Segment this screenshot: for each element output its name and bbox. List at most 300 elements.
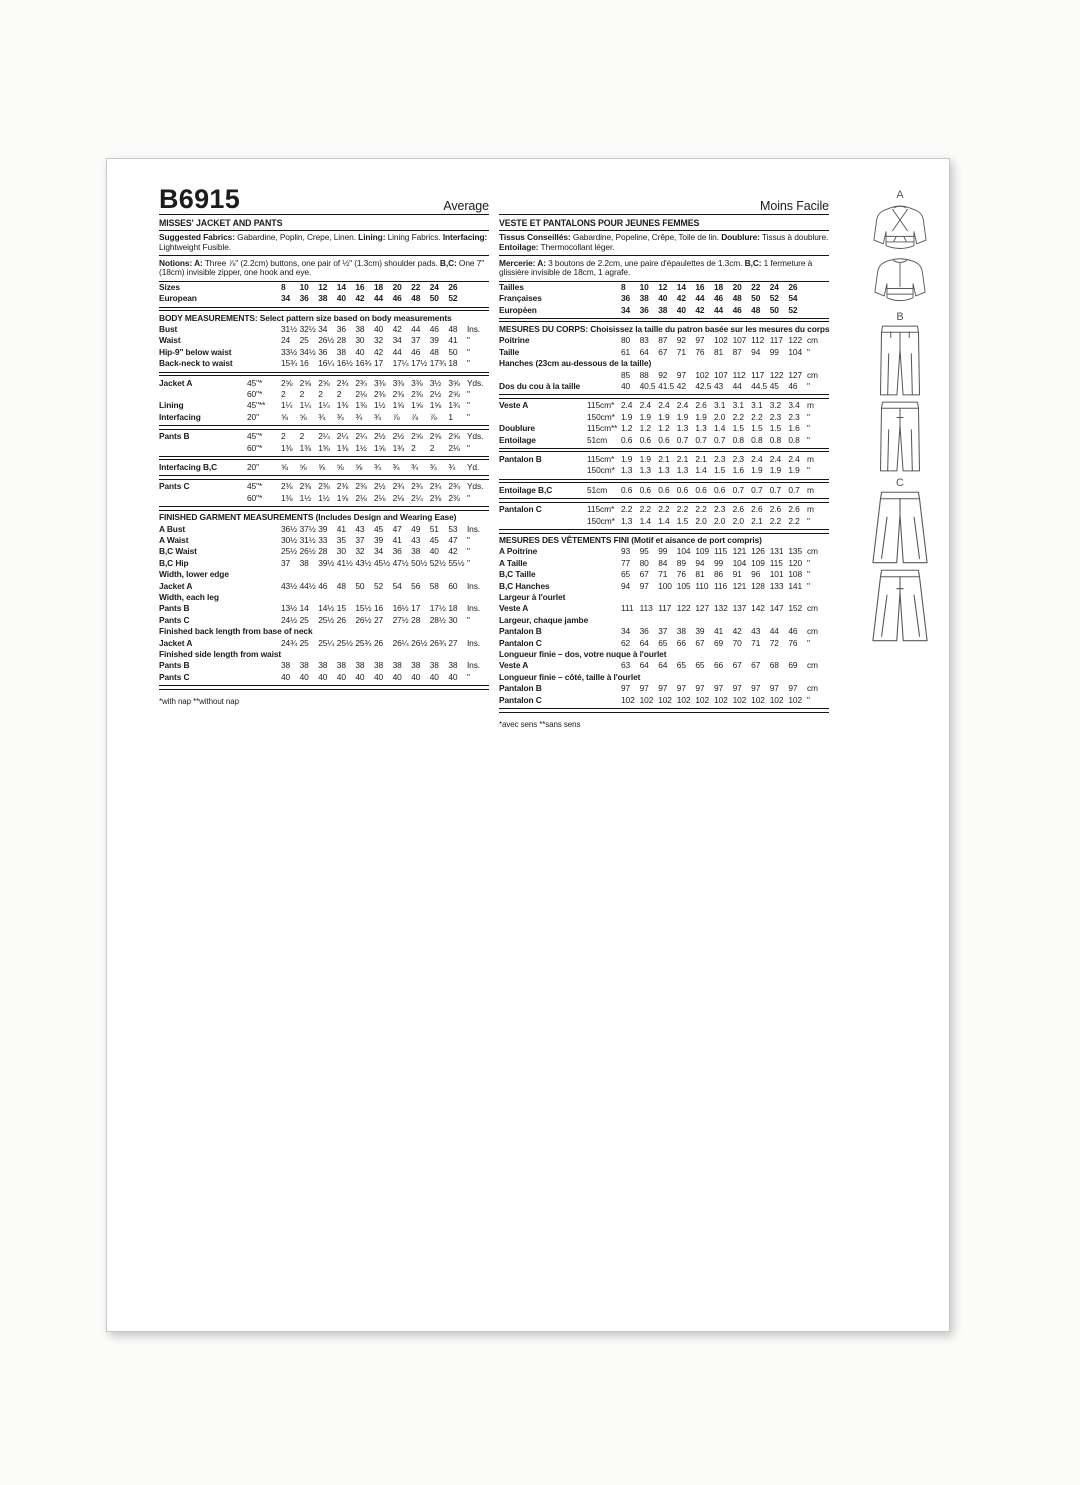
fabric-width-cell: 150cm* bbox=[587, 465, 615, 476]
cell-value: 24 bbox=[769, 281, 779, 292]
cell-value: 1.5 bbox=[713, 465, 726, 476]
cell-value: 97 bbox=[676, 683, 686, 694]
cell-value: 25½ bbox=[336, 637, 353, 648]
cell-value: 38 bbox=[299, 557, 309, 568]
cell-value: 18 bbox=[448, 603, 458, 614]
cell-value: 46 bbox=[788, 626, 798, 637]
cell-value: 15 bbox=[336, 603, 346, 614]
cell-value: 2¾ bbox=[448, 481, 460, 492]
unit-cell: " bbox=[806, 434, 810, 445]
cell-value: 2¾ bbox=[429, 481, 442, 492]
cell-value: 120 bbox=[788, 557, 803, 568]
cell-value: 44½ bbox=[299, 580, 316, 591]
paragraph-text: Tissus à doublure. bbox=[759, 232, 829, 242]
cell-value: 38 bbox=[355, 660, 365, 671]
cell-value: 26½ bbox=[299, 546, 316, 557]
cell-value: ¾ bbox=[373, 461, 381, 472]
table-row bbox=[499, 485, 829, 496]
section-header: FINISHED GARMENT MEASUREMENTS (Includes Design and Wearing Ease) bbox=[159, 512, 457, 523]
paragraph-bold-text: Mercerie: A: bbox=[499, 257, 546, 268]
cell-value: 2.4 bbox=[788, 453, 800, 464]
unit-cell: " bbox=[806, 580, 810, 591]
row-label: Françaises bbox=[499, 293, 542, 304]
cell-value: 26 bbox=[336, 614, 346, 625]
cell-value: 2 bbox=[336, 388, 342, 399]
cell-value: 2.6 bbox=[732, 504, 744, 515]
footnote: *avec sens **sans sens bbox=[499, 719, 581, 729]
table-row bbox=[159, 546, 489, 557]
table-row bbox=[159, 358, 489, 369]
cell-value: 17½ bbox=[411, 358, 428, 369]
cell-value: 2⅝ bbox=[281, 377, 293, 388]
cell-value: 1⅝ bbox=[373, 442, 386, 453]
table-row bbox=[159, 493, 489, 504]
cell-value: 40 bbox=[392, 671, 402, 682]
row-label: Pantalon C bbox=[499, 694, 542, 705]
cell-value: 17 bbox=[373, 358, 384, 369]
cell-value: 2 bbox=[281, 388, 286, 399]
unit-cell: " bbox=[806, 694, 810, 705]
cell-value: 41 bbox=[713, 626, 724, 637]
cell-value: 64 bbox=[639, 660, 649, 671]
cell-value: 2.3 bbox=[713, 504, 726, 515]
cell-value: 2.2 bbox=[732, 411, 744, 422]
cell-value: 80 bbox=[621, 335, 631, 346]
cell-value: 34 bbox=[621, 304, 631, 315]
cell-value: 46 bbox=[318, 580, 328, 591]
cell-value: 26 bbox=[788, 281, 798, 292]
cell-value: 50 bbox=[769, 304, 779, 315]
row-label: Pantalon C bbox=[499, 504, 542, 515]
cell-value: 2.2 bbox=[769, 515, 782, 526]
cell-value: 43 bbox=[411, 535, 421, 545]
cell-value: 25½ bbox=[318, 614, 335, 625]
view-b-label: B bbox=[896, 311, 904, 323]
row-label: Jacket A bbox=[159, 377, 193, 388]
cell-value: 30 bbox=[355, 335, 365, 346]
cell-value: 38 bbox=[411, 546, 421, 557]
cell-value: 18 bbox=[713, 281, 724, 292]
cell-value: 46 bbox=[788, 380, 798, 391]
row-label: Pants C bbox=[159, 614, 190, 625]
table-row bbox=[499, 660, 829, 671]
cell-value: 2.1 bbox=[676, 453, 689, 464]
cell-value: 2 bbox=[429, 442, 435, 453]
table-row bbox=[499, 412, 829, 423]
cell-value: 42 bbox=[373, 346, 384, 357]
cell-value: 30 bbox=[448, 614, 458, 625]
row-label: Taille bbox=[499, 346, 520, 357]
row-label: B,C Hip bbox=[159, 557, 189, 568]
paragraph-text: Three ⅞" (2.2cm) buttons, one pair of ½" (1.3cm) shoulder pads. bbox=[202, 257, 440, 268]
section-divider bbox=[499, 479, 829, 484]
table-row bbox=[499, 370, 829, 381]
cell-value: 0.6 bbox=[713, 484, 726, 495]
cell-value: 87 bbox=[732, 346, 742, 357]
cell-value: 2⅜ bbox=[411, 388, 423, 399]
cell-value: ¾ bbox=[411, 461, 419, 472]
cell-value: 69 bbox=[788, 660, 798, 671]
paragraph-text: Lightweight Fusible. bbox=[159, 241, 232, 252]
cell-value: 2¾ bbox=[411, 481, 423, 492]
section-divider bbox=[499, 318, 829, 323]
cell-value: 58 bbox=[429, 580, 439, 591]
cell-value: 115 bbox=[769, 557, 783, 568]
paragraph-bold-text: Interfacing: bbox=[442, 232, 488, 242]
cell-value: 16 bbox=[695, 281, 705, 292]
cell-value: 105 bbox=[676, 580, 691, 591]
cell-value: 38 bbox=[411, 660, 421, 671]
cell-value: ⅝ bbox=[336, 461, 344, 472]
cell-value: 16½ bbox=[336, 358, 353, 369]
cell-value: 38 bbox=[355, 323, 365, 334]
cell-value: 0.8 bbox=[732, 434, 744, 445]
cell-value: 1.9 bbox=[788, 465, 800, 476]
pants-b-back-drawing bbox=[873, 399, 927, 475]
cell-value: 37 bbox=[658, 626, 668, 637]
row-label: Veste A bbox=[499, 603, 529, 614]
cell-value: 80 bbox=[639, 557, 649, 568]
cell-value: 137 bbox=[732, 603, 747, 614]
fabric-width-cell: 150cm* bbox=[587, 411, 615, 422]
cell-value: 16 bbox=[373, 603, 384, 614]
paragraph-bold-text: B,C: bbox=[439, 257, 457, 268]
row-label: B,C Waist bbox=[159, 546, 197, 557]
cell-value: 1⅜ bbox=[318, 442, 330, 453]
fabric-width-cell: 45"* bbox=[247, 481, 263, 492]
fabric-width-cell: 45"** bbox=[247, 400, 266, 411]
cell-value: 28 bbox=[318, 546, 328, 557]
cell-value: 1.5 bbox=[769, 423, 782, 434]
cell-value: 40 bbox=[355, 671, 365, 682]
unit-cell: " bbox=[466, 358, 470, 369]
cell-value: 28 bbox=[411, 614, 421, 625]
cell-value: 2.2 bbox=[695, 504, 707, 515]
jacket-a-front-drawing bbox=[858, 201, 942, 255]
cell-value: 122 bbox=[788, 335, 803, 346]
section-divider bbox=[159, 372, 489, 377]
cell-value: 34 bbox=[281, 293, 291, 304]
cell-value: 3⅜ bbox=[411, 377, 423, 388]
section-divider bbox=[499, 394, 829, 399]
cell-value: 0.7 bbox=[713, 434, 726, 445]
cell-value: 24 bbox=[281, 335, 291, 346]
cell-value: 1.9 bbox=[621, 453, 633, 464]
cell-value: ⅝ bbox=[299, 411, 307, 422]
cell-value: 1.9 bbox=[695, 411, 707, 422]
cell-value: 64 bbox=[639, 637, 649, 648]
fabric-width-cell: 20" bbox=[247, 411, 259, 422]
cell-value: 1.4 bbox=[695, 465, 707, 476]
unit-cell: " bbox=[466, 546, 470, 557]
cell-value: 26¼ bbox=[392, 637, 409, 648]
table-row bbox=[159, 638, 489, 649]
table-row bbox=[499, 282, 829, 293]
cell-value: 102 bbox=[751, 694, 765, 705]
cell-value: 2¼ bbox=[336, 431, 349, 442]
unit-cell: " bbox=[466, 346, 470, 357]
cell-value: 112 bbox=[732, 369, 746, 380]
table-row bbox=[499, 423, 829, 434]
cell-value: 39 bbox=[318, 523, 328, 534]
cell-value: 46 bbox=[732, 304, 742, 315]
cell-value: 0.7 bbox=[769, 484, 782, 495]
cell-value: 47½ bbox=[392, 557, 409, 568]
cell-value: 48 bbox=[732, 293, 742, 304]
cell-value: 1⅜ bbox=[355, 400, 367, 411]
cell-value: 41 bbox=[448, 335, 458, 346]
cell-value: 1⅜ bbox=[336, 442, 349, 453]
row-label: Veste A bbox=[499, 400, 529, 411]
unit-cell: " bbox=[806, 411, 810, 422]
cell-value: 2⅛ bbox=[373, 492, 386, 503]
paragraph-bold-text: Lining: bbox=[358, 232, 386, 242]
cell-value: 102 bbox=[695, 694, 710, 705]
row-group-label: Finished back length from base of neck bbox=[159, 626, 313, 637]
paragraph-bold-text: Entoilage: bbox=[499, 241, 539, 252]
cell-value: 27½ bbox=[392, 614, 409, 625]
cell-value: 1.9 bbox=[639, 411, 651, 422]
cell-value: 104 bbox=[732, 557, 747, 568]
cell-value: 97 bbox=[676, 369, 686, 380]
garment-title-french: VESTE ET PANTALONS POUR JEUNES FEMMES bbox=[499, 215, 829, 231]
row-label: Interfacing bbox=[159, 411, 201, 422]
cell-value: 94 bbox=[751, 346, 761, 357]
cell-value: 12 bbox=[318, 281, 328, 292]
cell-value: 38 bbox=[318, 293, 328, 304]
cell-value: 43½ bbox=[355, 557, 372, 568]
pants-c-front-drawing bbox=[863, 489, 937, 567]
difficulty-label-french: Moins Facile bbox=[760, 199, 829, 213]
cell-value: 2¼ bbox=[318, 431, 330, 442]
english-column bbox=[159, 181, 489, 707]
table-row bbox=[499, 581, 829, 592]
table-row bbox=[159, 581, 489, 592]
table-row bbox=[159, 443, 489, 454]
cell-value: 94 bbox=[695, 557, 705, 568]
cell-value: 70 bbox=[732, 637, 742, 648]
cell-value: 32 bbox=[355, 546, 365, 557]
cell-value: 67 bbox=[695, 637, 705, 648]
cell-value: 72 bbox=[769, 637, 779, 648]
cell-value: 48 bbox=[751, 304, 761, 315]
cell-value: 2 bbox=[281, 431, 286, 442]
cell-value: 14 bbox=[299, 603, 309, 614]
cell-value: 40 bbox=[429, 546, 439, 557]
table-row bbox=[499, 638, 829, 649]
cell-value: 112 bbox=[751, 335, 765, 346]
pants-b-front-drawing bbox=[873, 323, 927, 399]
cell-value: 1.3 bbox=[658, 465, 670, 476]
cell-value: 64 bbox=[639, 346, 649, 357]
cell-value: 2.6 bbox=[751, 504, 763, 515]
row-label: A Bust bbox=[159, 523, 186, 534]
cell-value: 147 bbox=[769, 603, 784, 614]
cell-value: 65 bbox=[658, 637, 668, 648]
cell-value: 2 bbox=[318, 388, 323, 399]
pants-c-back-drawing bbox=[863, 567, 937, 645]
cell-value: 128 bbox=[751, 580, 765, 591]
cell-value: ⅝ bbox=[318, 461, 326, 472]
cell-value: 41 bbox=[392, 535, 402, 545]
unit-cell: Ins. bbox=[466, 323, 481, 334]
cell-value: 40 bbox=[318, 671, 328, 682]
cell-value: 42 bbox=[676, 380, 686, 391]
cell-value: 38 bbox=[429, 660, 439, 671]
cell-value: 10 bbox=[639, 281, 649, 292]
cell-value: 67 bbox=[639, 569, 649, 580]
paragraph-text: Lining Fabrics. bbox=[385, 232, 443, 242]
cell-value: 26½ bbox=[355, 614, 372, 625]
cell-value: 94 bbox=[621, 580, 631, 591]
cell-value: 36 bbox=[639, 626, 649, 637]
fabric-width-cell: 60"* bbox=[247, 442, 263, 453]
row-label: Jacket A bbox=[159, 637, 193, 648]
cell-value: 3.1 bbox=[732, 400, 744, 411]
row-label: Hip-9" below waist bbox=[159, 346, 232, 357]
paragraph-text: Gabardine, Poplin, Crepe, Linen. bbox=[234, 232, 359, 242]
cell-value: 24½ bbox=[281, 614, 298, 625]
unit-cell: cm bbox=[806, 660, 818, 671]
row-label: Pantalon C bbox=[499, 637, 542, 648]
cell-value: 39 bbox=[695, 626, 705, 637]
cell-value: 1.2 bbox=[658, 423, 670, 434]
french-tables bbox=[499, 282, 829, 730]
cell-value: 0.7 bbox=[788, 484, 800, 495]
fabric-width-cell: 51cm bbox=[587, 484, 608, 495]
cell-value: 67 bbox=[751, 660, 761, 671]
cell-value: 44 bbox=[732, 380, 742, 391]
cell-value: 40 bbox=[448, 671, 458, 682]
table-row bbox=[499, 626, 829, 637]
cell-value: 43 bbox=[713, 380, 724, 391]
cell-value: 34 bbox=[392, 335, 402, 346]
pattern-envelope-back-page bbox=[106, 158, 950, 1332]
cell-value: 2⅝ bbox=[299, 377, 312, 388]
cell-value: 111 bbox=[621, 603, 634, 614]
section-divider bbox=[159, 506, 489, 511]
cell-value: 67 bbox=[732, 660, 742, 671]
cell-value: 1½ bbox=[299, 492, 312, 503]
row-label: Pantalon B bbox=[499, 453, 542, 464]
cell-value: 1¼ bbox=[281, 400, 293, 411]
cell-value: 109 bbox=[695, 546, 710, 557]
row-label: Veste A bbox=[499, 660, 529, 671]
cell-value: 99 bbox=[658, 546, 668, 557]
paragraph-bold-text: Notions: A: bbox=[159, 257, 203, 268]
cell-value: 66 bbox=[676, 637, 686, 648]
cell-value: 1¾ bbox=[392, 442, 405, 453]
cell-value: 2.2 bbox=[639, 504, 651, 515]
cell-value: 46 bbox=[392, 293, 402, 304]
cell-value: 2½ bbox=[392, 431, 405, 442]
cell-value: 38 bbox=[676, 626, 686, 637]
paragraph-bold-text: Tissus Conseillés: bbox=[499, 232, 571, 242]
table-row bbox=[499, 293, 829, 304]
section-divider bbox=[499, 498, 829, 503]
cell-value: 22 bbox=[751, 281, 761, 292]
cell-value: 127 bbox=[788, 369, 803, 380]
unit-cell: " bbox=[466, 535, 470, 545]
cell-value: 117 bbox=[751, 369, 765, 380]
cell-value: 36 bbox=[318, 346, 328, 357]
cell-value: 2.0 bbox=[713, 515, 726, 526]
cell-value: 34 bbox=[621, 626, 631, 637]
table-row bbox=[159, 524, 489, 535]
cell-value: 38 bbox=[639, 293, 649, 304]
row-label: Dos du cou à la taille bbox=[499, 380, 581, 391]
row-label: B,C Taille bbox=[499, 569, 536, 580]
cell-value: 26 bbox=[373, 637, 384, 648]
jacket-a-back-drawing bbox=[858, 255, 942, 309]
cell-value: 1.2 bbox=[639, 423, 651, 434]
cell-value: 50 bbox=[448, 346, 458, 357]
paragraph-text: 1 fermeture à glissière invisible de 18cm, 1 agrafe. bbox=[499, 257, 813, 278]
section-divider bbox=[499, 708, 829, 713]
cell-value: 16 bbox=[299, 358, 309, 369]
table-row bbox=[159, 672, 489, 683]
cell-value: 39 bbox=[373, 535, 384, 545]
unit-cell: " bbox=[466, 557, 470, 568]
cell-value: 16 bbox=[355, 281, 365, 292]
cell-value: 40 bbox=[281, 671, 291, 682]
unit-cell: cm bbox=[806, 626, 818, 637]
cell-value: 32½ bbox=[299, 323, 316, 334]
cell-value: 26 bbox=[448, 281, 458, 292]
cell-value: ¾ bbox=[448, 461, 456, 472]
cell-value: 38 bbox=[336, 346, 346, 357]
unit-cell: cm bbox=[806, 546, 818, 557]
cell-value: 97 bbox=[769, 683, 779, 694]
cell-value: 65 bbox=[676, 660, 686, 671]
unit-cell: " bbox=[466, 671, 470, 682]
cell-value: 46 bbox=[713, 293, 724, 304]
cell-value: 44 bbox=[411, 323, 421, 334]
cell-value: ⅝ bbox=[281, 411, 288, 422]
cell-value: 110 bbox=[695, 580, 709, 591]
cell-value: 2¾ bbox=[392, 481, 405, 492]
cell-value: 38 bbox=[658, 304, 668, 315]
fabric-width-cell: 150cm* bbox=[587, 515, 615, 526]
cell-value: 2⅜ bbox=[429, 492, 442, 503]
cell-value: 107 bbox=[732, 335, 747, 346]
cell-value: 0.6 bbox=[639, 484, 651, 495]
row-label: A Poitrine bbox=[499, 546, 538, 557]
unit-cell: " bbox=[806, 637, 810, 648]
cell-value: 52 bbox=[788, 304, 798, 315]
cell-value: 48 bbox=[411, 293, 421, 304]
cell-value: 2.3 bbox=[788, 411, 800, 422]
notions-paragraph bbox=[159, 256, 489, 282]
cell-value: 1.3 bbox=[676, 465, 689, 476]
cell-value: 116 bbox=[713, 580, 728, 591]
row-label: Poitrine bbox=[499, 335, 530, 346]
cell-value: 2.2 bbox=[676, 504, 689, 515]
unit-cell: m bbox=[806, 484, 814, 495]
cell-value: 1.9 bbox=[751, 465, 763, 476]
cell-value: 122 bbox=[769, 369, 784, 380]
cell-value: 36 bbox=[621, 293, 631, 304]
row-label: Entoilage B,C bbox=[499, 484, 553, 495]
table-row bbox=[499, 504, 829, 515]
cell-value: 102 bbox=[732, 694, 747, 705]
cell-value: 0.6 bbox=[658, 434, 670, 445]
cell-value: 2⅜ bbox=[392, 388, 405, 399]
paragraph-bold-text: Suggested Fabrics: bbox=[159, 232, 235, 242]
row-group-label: Hanches (23cm au-dessous de la taille) bbox=[499, 358, 652, 369]
paragraph-bold-text: B,C: bbox=[744, 257, 762, 268]
table-row bbox=[499, 695, 829, 706]
